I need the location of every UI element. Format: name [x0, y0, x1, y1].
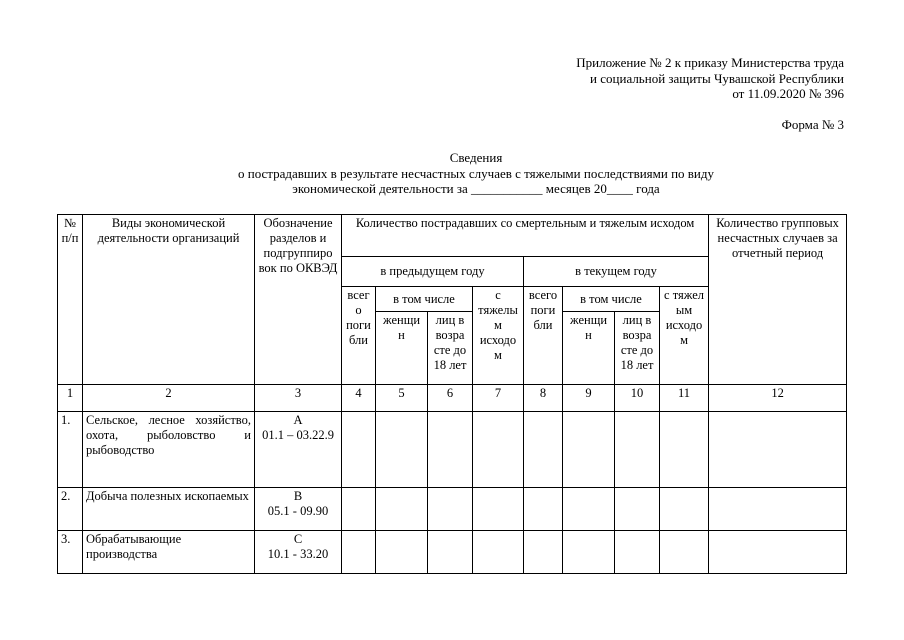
- row-codes: 05.1 - 09.90: [267, 504, 329, 518]
- row-okved: [255, 488, 342, 531]
- data-cell: [428, 412, 473, 488]
- data-cell: [563, 531, 615, 574]
- row-activity: Обрабатывающие производства: [83, 531, 255, 574]
- table-row: [58, 488, 847, 531]
- row-codes: 10.1 - 33.20: [267, 547, 329, 561]
- data-cell: [709, 488, 847, 531]
- data-cell: [563, 412, 615, 488]
- row-codes: 01.1 – 03.22.9: [262, 428, 334, 442]
- row-section: В: [293, 489, 303, 503]
- row-number: 2.: [58, 488, 83, 531]
- data-cell: [473, 531, 524, 574]
- form-number: Форма № 3: [781, 117, 844, 132]
- column-number: 9: [563, 385, 615, 412]
- header-okved: Обозначение разделов и подгруппиро вок по ОКВЭД: [255, 215, 342, 385]
- data-cell: [563, 488, 615, 531]
- header-victims: Количество пострадавших со смертельным и тяжелым исходом: [342, 215, 709, 257]
- column-number: 1: [58, 385, 83, 412]
- header-prev-women: женщи н: [376, 312, 428, 385]
- header-group-cases: Количество групповых несчастных случаев за отчетный период: [709, 215, 847, 385]
- header-prev-incl: в том числе: [376, 287, 473, 312]
- document-heading: [0, 150, 904, 197]
- data-cell: [660, 488, 709, 531]
- data-cell: [615, 531, 660, 574]
- data-cell: [473, 412, 524, 488]
- header-num: № п/п: [58, 215, 83, 385]
- data-cell: [524, 412, 563, 488]
- header-prev-total-dead: всег о поги бли: [342, 287, 376, 385]
- data-cell: [615, 412, 660, 488]
- header-prev-minors: лиц в возра сте до 18 лет: [428, 312, 473, 385]
- data-cell: [660, 412, 709, 488]
- data-cell: [376, 531, 428, 574]
- data-cell: [376, 488, 428, 531]
- column-number: 4: [342, 385, 376, 412]
- appendix-line-1: Приложение № 2 к приказу Министерства труда: [576, 55, 844, 70]
- header-activity: Виды экономической деятельности организаций: [83, 215, 255, 385]
- appendix-line-3: от 11.09.2020 № 396: [732, 86, 844, 101]
- data-cell: [428, 531, 473, 574]
- column-number: 11: [660, 385, 709, 412]
- header-curr-year: в текущем году: [524, 257, 709, 287]
- data-cell: [342, 412, 376, 488]
- column-number: 3: [255, 385, 342, 412]
- data-cell: [524, 488, 563, 531]
- data-cell: [615, 488, 660, 531]
- appendix-line-2: и социальной защиты Чувашской Республики: [590, 70, 844, 86]
- header-curr-total-dead: всего поги бли: [524, 287, 563, 385]
- row-activity: Сельское, лесное хозяйство, охота, рыболовство и рыбоводство: [83, 412, 255, 488]
- column-number: 6: [428, 385, 473, 412]
- data-cell: [428, 488, 473, 531]
- data-cell: [524, 531, 563, 574]
- column-numbers-row: [58, 385, 847, 412]
- report-table: [57, 214, 847, 574]
- row-activity: Добыча полезных ископаемых: [83, 488, 255, 531]
- data-cell: [660, 531, 709, 574]
- data-cell: [342, 488, 376, 531]
- data-cell: [709, 412, 847, 488]
- column-number: 2: [83, 385, 255, 412]
- table-row: [58, 531, 847, 574]
- data-cell: [473, 488, 524, 531]
- data-cell: [376, 412, 428, 488]
- heading-title: Сведения: [449, 150, 503, 165]
- appendix-reference: [576, 55, 844, 102]
- data-cell: [342, 531, 376, 574]
- header-curr-women: женщи н: [563, 312, 615, 385]
- row-number: 3.: [58, 531, 83, 574]
- heading-line-3: экономической деятельности за ___________ месяцев 20____ года: [292, 181, 660, 196]
- data-cell: [709, 531, 847, 574]
- column-number: 8: [524, 385, 563, 412]
- header-prev-severe: с тяжелы м исходо м: [473, 287, 524, 385]
- heading-line-2: о пострадавших в результате несчастных случаев с тяжелыми последствиями по виду: [237, 165, 714, 181]
- header-curr-incl: в том числе: [563, 287, 660, 312]
- column-number: 12: [709, 385, 847, 412]
- column-number: 7: [473, 385, 524, 412]
- header-prev-year: в предыдущем году: [342, 257, 524, 287]
- column-number: 10: [615, 385, 660, 412]
- row-number: 1.: [58, 412, 83, 488]
- header-curr-severe: с тяжел ым исходо м: [660, 287, 709, 385]
- row-okved: [255, 531, 342, 574]
- table-row: [58, 412, 847, 488]
- row-section: А: [293, 413, 303, 427]
- column-number: 5: [376, 385, 428, 412]
- row-section: С: [293, 532, 303, 546]
- header-curr-minors: лиц в возра сте до 18 лет: [615, 312, 660, 385]
- row-okved: [255, 412, 342, 488]
